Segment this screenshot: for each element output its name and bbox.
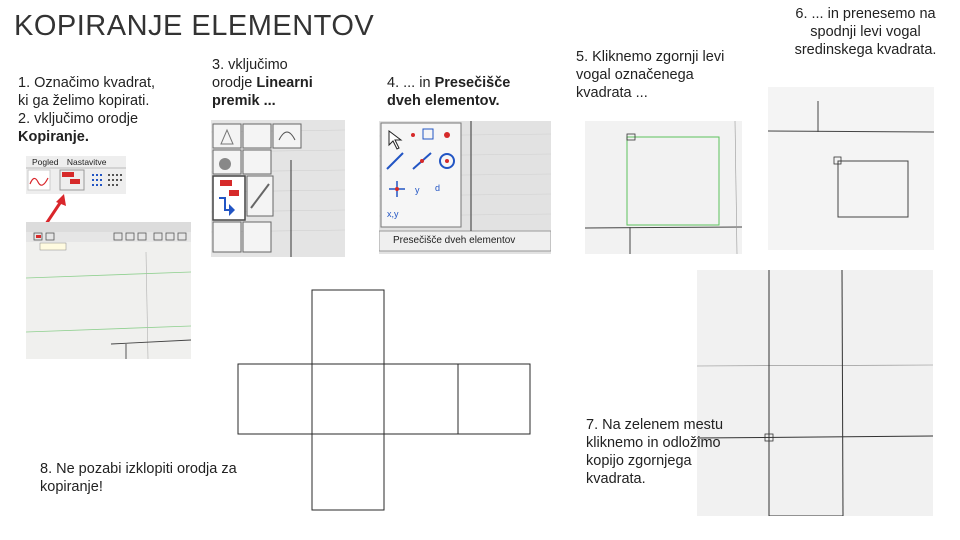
svg-text:y: y (415, 185, 420, 195)
program-window-screenshot (26, 222, 191, 359)
step-6-caption: 6. ... in prenesemo na spodnji levi vogal sredinskega kvadrata. (794, 6, 937, 58)
net-square-middle (312, 364, 384, 434)
move-to-corner-photo (768, 87, 934, 250)
select-corner-photo (585, 121, 742, 254)
step-7-caption: 7. Na zelenem mestu kliknemo in odložimo kopijo zgornjega kvadrata. (586, 417, 724, 487)
slide-title: KOPIRANJE ELEMENTOV (14, 10, 375, 42)
svg-text:d: d (435, 183, 441, 193)
step-8-caption: 8. Ne pozabi izklopiti orodja za kopiranje! (40, 461, 237, 495)
intersection-tool-photo (379, 121, 551, 254)
intersection-tooltip: Presečišče dveh elementov (393, 235, 516, 246)
net-square-far-right (458, 364, 530, 434)
menu-item-nastavitve: Nastavitve (66, 157, 107, 167)
menu-screenshot (26, 156, 126, 194)
linear-move-toolbar-photo (211, 120, 345, 257)
net-square-right (384, 364, 458, 434)
step-5-caption: 5. Kliknemo zgornji levi vogal označenega kvadrata ... (576, 49, 725, 101)
menu-item-pogled: Pogled (32, 157, 59, 167)
net-square-top (312, 290, 384, 364)
step-3-caption: 3. vključimo orodje Linearni premik ... (212, 57, 313, 109)
svg-text:x,y: x,y (387, 209, 399, 219)
net-square-left (238, 364, 312, 434)
step-4-caption: 4. ... in Presečišče dveh elementov. (387, 75, 511, 109)
net-square-bottom (312, 434, 384, 510)
step-1-2-caption: 1. Označimo kvadrat, ki ga želimo kopirati. 2. vključimo orodje Kopiranje. (18, 75, 155, 145)
